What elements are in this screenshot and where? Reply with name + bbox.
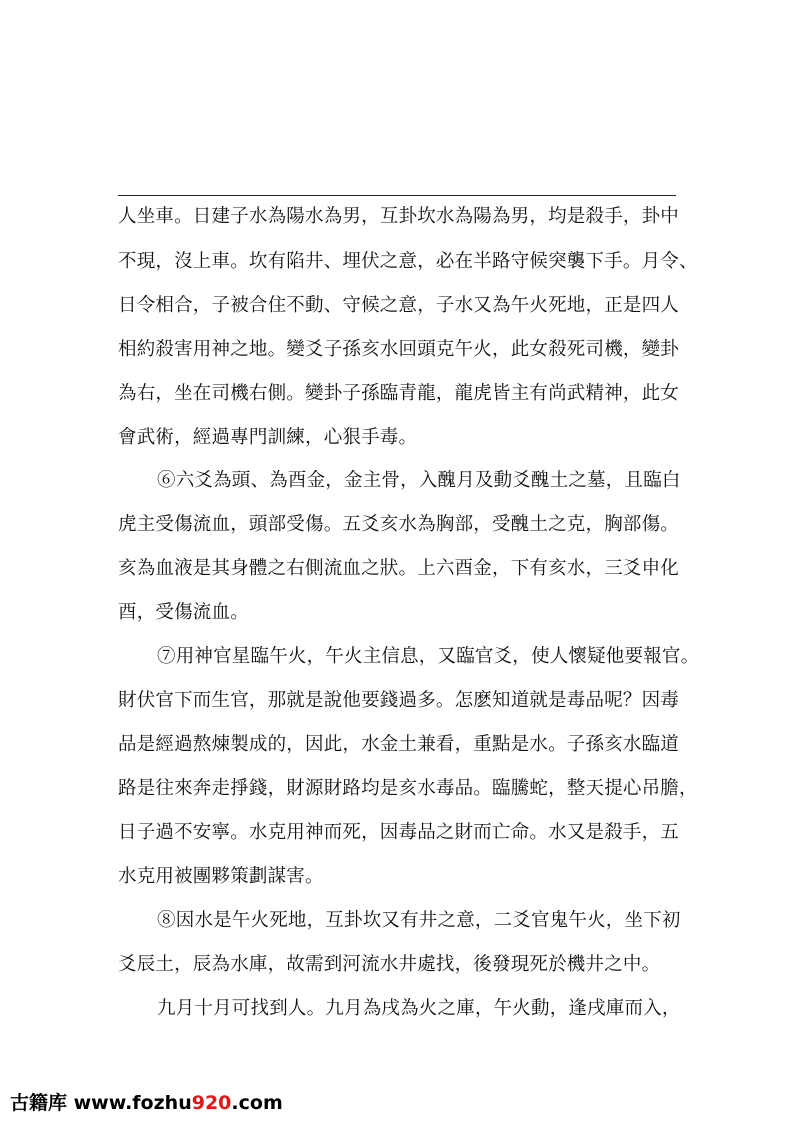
paragraph-7-start: ⑦用神官星臨午火，午火主信息，又臨官爻，使人懷疑他要報官。 (157, 646, 700, 667)
text-line: 水克用被團夥策劃謀害。 (118, 866, 324, 887)
text-line: 日令相合，子被合住不動、守候之意，子水又為午火死地，正是四人 (118, 295, 680, 316)
header-rule (118, 195, 676, 196)
watermark-footer (10, 1088, 283, 1115)
watermark-site-prefix: www.fozhu (67, 1092, 192, 1114)
text-line: 路是往來奔走掙錢，財源財路均是亥水毒品。臨騰蛇，整天提心吊膽， (118, 778, 698, 799)
text-line: 不現，沒上車。坎有陷井、埋伏之意，必在半路守候突襲下手。月令、 (118, 251, 698, 272)
text-line: 相約殺害用神之地。變爻子孫亥水回頭克午火，此女殺死司機，變卦 (118, 339, 680, 360)
text-line: 品是經過熬煉製成的，因此，水金土兼看，重點是水。子孫亥水臨道 (118, 734, 680, 755)
text-line: 為右，坐在司機右側。變卦子孫臨青龍，龍虎皆主有尚武精神，此女 (118, 383, 680, 404)
watermark-brand: 古籍库 (10, 1092, 68, 1114)
text-line: 日子過不安寧。水克用神而死，因毒品之財而亡命。水又是殺手，五 (118, 822, 680, 843)
paragraph-6-start: ⑥六爻為頭、為酉金，金主骨，入醜月及動爻醜土之墓，且臨白 (157, 470, 681, 491)
paragraph-8-start: ⑧因水是午火死地，互卦坎又有井之意，二爻官鬼午火，坐下初 (157, 910, 681, 931)
text-line: 爻辰土，辰為水庫，故需到河流水井處找，後發現死於機井之中。 (118, 954, 661, 975)
text-line: 亥為血液是其身體之右側流血之狀。上六酉金，下有亥水，三爻申化 (118, 558, 680, 579)
text-line: 酉，受傷流血。 (118, 602, 249, 623)
text-line: 人坐車。日建子水為陽水為男，互卦坎水為陽為男，均是殺手，卦中 (118, 206, 680, 227)
watermark-site-number: 920 (191, 1092, 232, 1114)
paragraph-9-start: 九月十月可找到人。九月為戌為火之庫，午火動，逢戌庫而入， (157, 998, 681, 1019)
watermark-site-suffix: .com (231, 1092, 283, 1114)
text-line: 會武術，經過專門訓練，心狠手毒。 (118, 427, 418, 448)
text-line: 虎主受傷流血，頭部受傷。五爻亥水為胸部，受醜土之克，胸部傷。 (118, 514, 680, 535)
text-line: 財伏官下而生官，那就是說他要錢過多。怎麽知道就是毒品呢？因毒 (118, 690, 680, 711)
